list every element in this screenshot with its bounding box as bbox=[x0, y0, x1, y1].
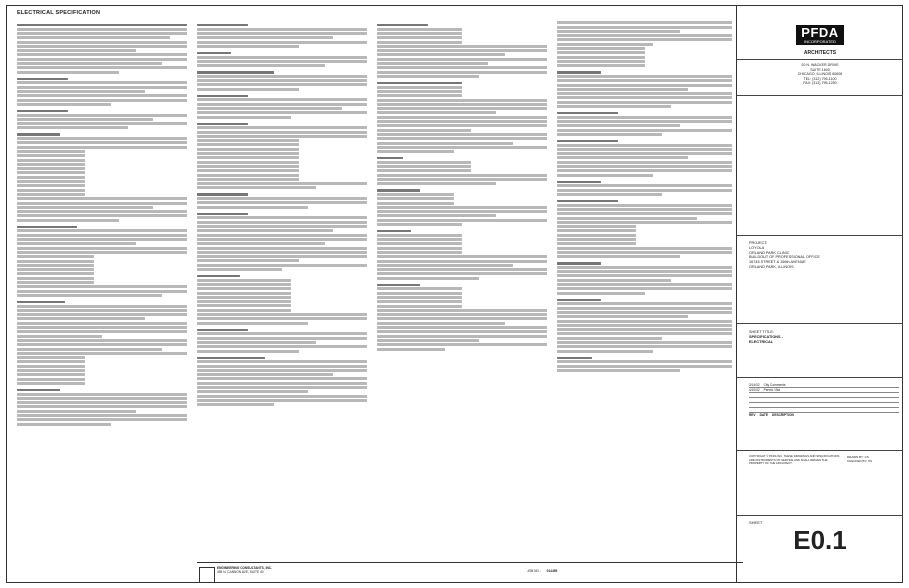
sheet-number: E0.1 bbox=[793, 525, 847, 555]
section-heading bbox=[17, 24, 187, 26]
drawn-checked: DRAWN BY: CS CHECKED BY: VS bbox=[847, 455, 873, 463]
spec-column-2 bbox=[197, 20, 367, 407]
firm-tag: ARCHITECTS bbox=[803, 50, 837, 56]
engineer-name: ENGINEERING CONSULTANTS, INC. bbox=[217, 566, 272, 570]
revision-header: REV DATE DESCRIPTION bbox=[749, 413, 794, 417]
revision-table bbox=[749, 383, 899, 417]
project-info: PROJECT: LOYOLA ORLAND PARK CLINIC BUILDOUT OF PROFESSIONAL OFFICE 16745 STREET & 156th AVENUE ORLAND PARK, ILLINOIS bbox=[749, 241, 820, 269]
engineer-stamp-icon bbox=[199, 567, 215, 583]
spec-column-1 bbox=[17, 20, 187, 427]
engineer-footer bbox=[197, 562, 743, 585]
revision-row: 3/14/02 City Comments bbox=[749, 383, 899, 388]
sheet-title: SHEET TITLE: SPECIFICATIONS - ELECTRICAL bbox=[749, 330, 783, 344]
spec-title: ELECTRICAL SPECIFICATION bbox=[17, 10, 101, 16]
copyright-note: COPYRIGHT © PFDA INC. THESE DRAWINGS AND SPECIFICATIONS ARE INSTRUMENTS OF SERVICE AND SHALL REMAIN THE PROPERTY OF THE ARCHITECT. bbox=[749, 454, 840, 466]
spec-column-4 bbox=[557, 20, 732, 373]
engineer-address: 455 N. CANNON AVE, SUITE 40 bbox=[217, 570, 264, 574]
title-block bbox=[736, 5, 903, 583]
sheet-label: SHEET bbox=[749, 520, 763, 525]
job-number: JOB NO.: 014459 bbox=[527, 569, 558, 573]
revision-row: 4/10/02 Permit / Bid bbox=[749, 388, 899, 393]
spec-column-3 bbox=[377, 20, 547, 352]
firm-logo: PFDA INCORPORATED bbox=[737, 23, 903, 47]
firm-address: 20 N. WACKER DRIVE SUITE 1600 CHICAGO, ILLINOIS 60606 TEL: (312) 795-1100 FAX: (312) 795-1250 bbox=[797, 63, 843, 86]
